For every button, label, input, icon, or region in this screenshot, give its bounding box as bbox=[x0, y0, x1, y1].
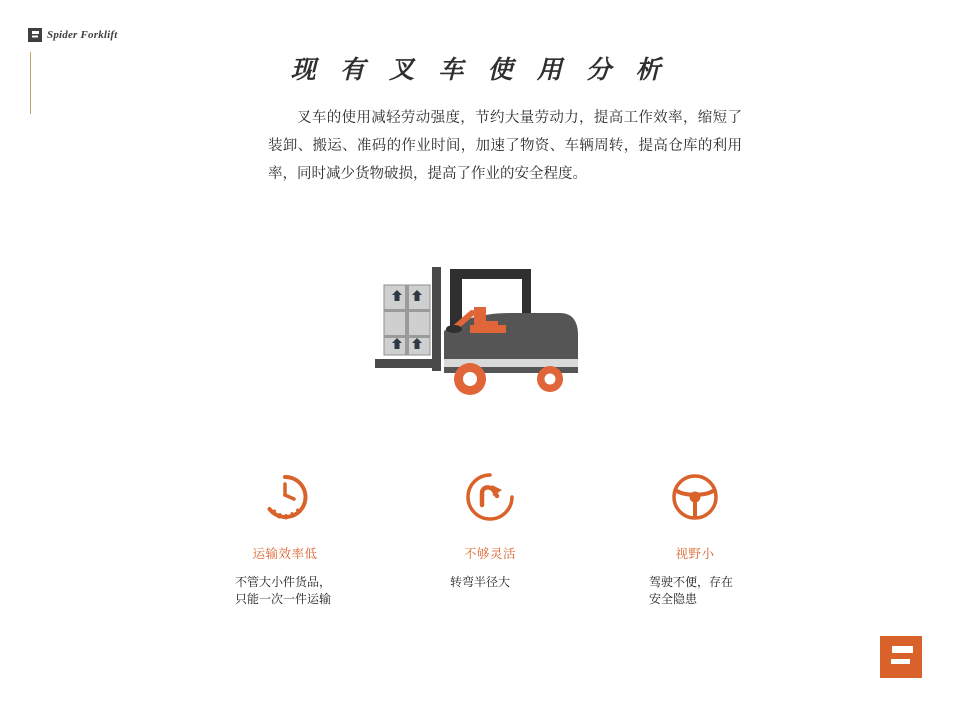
spider-forklift-logo-icon bbox=[28, 28, 42, 42]
brand-logo bbox=[28, 28, 118, 42]
intro-paragraph: 叉车的使用减轻劳动强度，节约大量劳动力，提高工作效率，缩短了装卸、搬运、准码的作业时间，加速了物资、车辆周转，提高仓库的利用率，同时减少货物破损，提高了作业的安全程度。 bbox=[268, 110, 742, 182]
feature-item bbox=[620, 468, 770, 608]
feature-item bbox=[210, 468, 360, 608]
feature-title: 运输效率低 bbox=[252, 547, 318, 561]
page-title: 现 有 叉 车 使 用 分 析 bbox=[290, 57, 670, 84]
feature-list bbox=[210, 468, 770, 608]
feature-description: 驾驶不便，存在安全隐患 bbox=[649, 575, 734, 606]
brand-name: Spider Forklift bbox=[47, 29, 118, 41]
turn-arrow-icon bbox=[415, 468, 565, 526]
steering-wheel-icon bbox=[620, 468, 770, 526]
corner-logo-icon bbox=[880, 636, 922, 678]
feature-item bbox=[415, 468, 565, 608]
feature-description: 不管大小件货品，只能一次一件运输 bbox=[235, 575, 332, 606]
forklift-illustration bbox=[370, 255, 600, 415]
feature-title: 视野小 bbox=[675, 547, 715, 561]
feature-title: 不够灵活 bbox=[463, 547, 516, 561]
feature-description: 转弯半径大 bbox=[450, 575, 511, 589]
clock-icon bbox=[210, 468, 360, 526]
